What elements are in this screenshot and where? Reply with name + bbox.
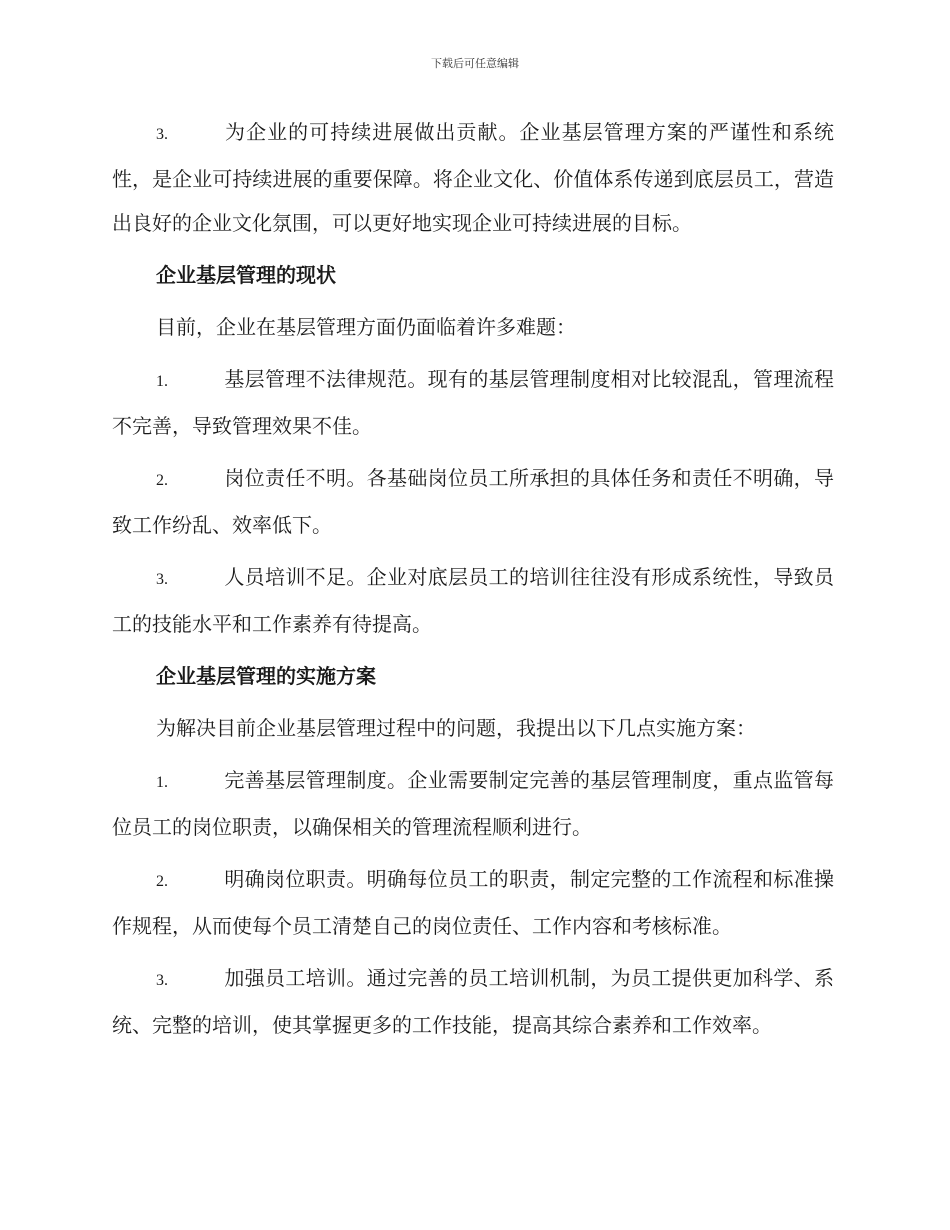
document-body [112, 110, 834, 1055]
header-note: 下载后可任意编辑 [431, 57, 519, 70]
list-item [112, 357, 834, 448]
list-number: 1. [156, 774, 168, 791]
list-item [112, 956, 834, 1047]
paragraph: 为解决目前企业基层管理过程中的问题，我提出以下几点实施方案： [156, 716, 756, 740]
list-item [112, 555, 834, 646]
list-number: 3. [156, 571, 168, 588]
list-item [112, 456, 834, 547]
section-heading: 企业基层管理的实施方案 [156, 664, 376, 688]
list-item-text: 人员培训不足。企业对底层员工的培训往往没有形成系统性，导致员工的技能水平和工作素养有待提高。 [112, 565, 834, 636]
list-item [112, 857, 834, 948]
list-item-text: 岗位责任不明。各基础岗位员工所承担的具体任务和责任不明确，导致工作纷乱、效率低下。 [112, 466, 834, 537]
list-item-text: 为企业的可持续进展做出贡献。企业基层管理方案的严谨性和系统性，是企业可持续进展的重要保障。将企业文化、价值体系传递到底层员工，营造出良好的企业文化氛围，可以更好地实现企业可持续进展的目标。 [112, 120, 834, 235]
list-item [112, 110, 834, 245]
list-item-text: 明确岗位职责。明确每位员工的职责，制定完整的工作流程和标准操作规程，从而使每个员工清楚自己的岗位责任、工作内容和考核标准。 [112, 867, 834, 938]
list-number: 1. [156, 373, 168, 390]
paragraph: 目前，企业在基层管理方面仍面临着许多难题： [156, 315, 576, 339]
list-item [112, 758, 834, 849]
section-heading: 企业基层管理的现状 [156, 263, 336, 287]
list-number: 3. [156, 972, 168, 989]
list-item-text: 加强员工培训。通过完善的员工培训机制，为员工提供更加科学、系统、完整的培训，使其掌握更多的工作技能，提高其综合素养和工作效率。 [112, 966, 834, 1037]
list-number: 2. [156, 472, 168, 489]
list-number: 2. [156, 873, 168, 890]
list-item-text: 基层管理不法律规范。现有的基层管理制度相对比较混乱，管理流程不完善，导致管理效果不佳。 [112, 367, 834, 438]
list-number: 3. [156, 126, 168, 143]
list-item-text: 完善基层管理制度。企业需要制定完善的基层管理制度，重点监管每位员工的岗位职责，以确保相关的管理流程顺利进行。 [112, 768, 834, 839]
